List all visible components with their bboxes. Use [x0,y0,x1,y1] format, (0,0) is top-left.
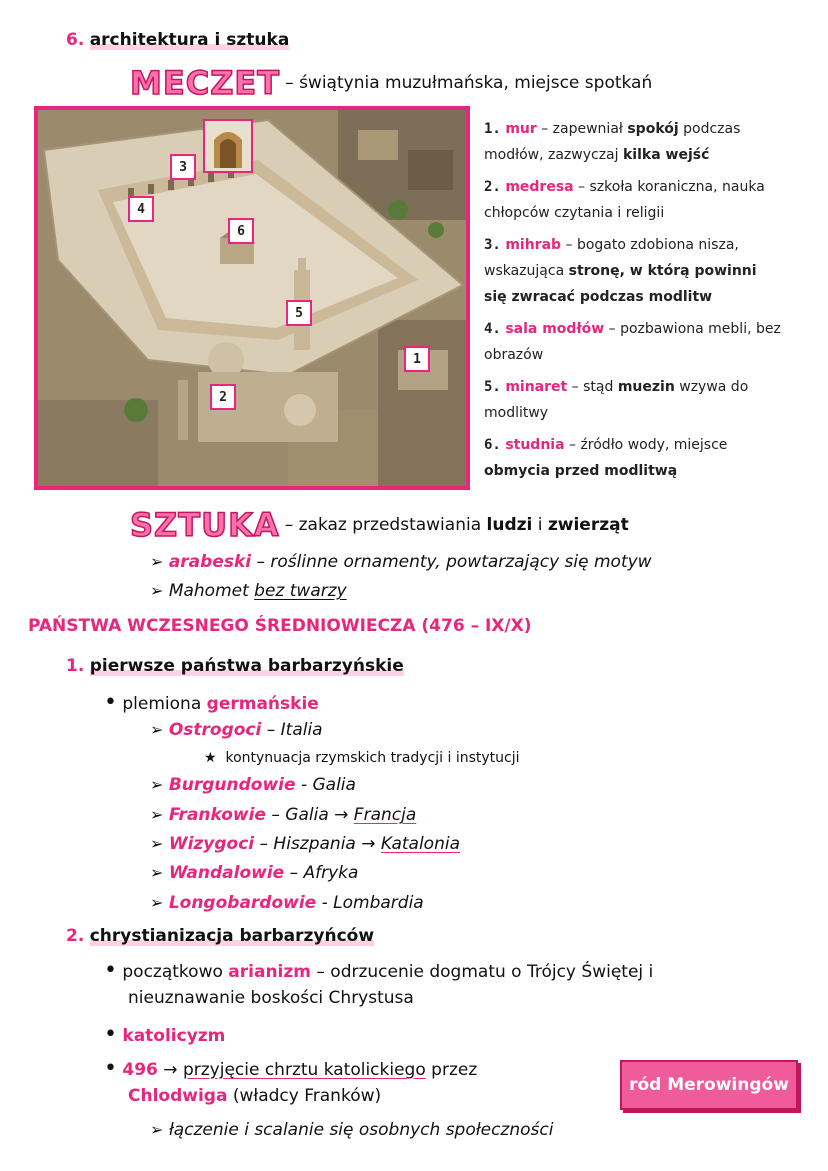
arrow-icon: ➢ [150,863,164,882]
ostrogoths-note: ★ kontynuacja rzymskich tradycji i instytucji [204,750,520,766]
section-number: 6. [66,30,85,50]
catholicism-item: • katolicyzm [104,1022,226,1047]
tribe-vandals: ➢ Wandalowie – Afryka [150,863,359,883]
marker-5: 5 [286,300,312,326]
arrow-icon: ➢ [150,720,164,739]
baptism-subitem: ➢ łączenie i scalanie się osobnych społeczności [150,1120,554,1140]
marker-2: 2 [210,384,236,410]
star-icon: ★ [204,750,217,766]
section-heading [66,30,289,50]
art-subtitle: – zakaz przedstawiania ludzi i zwierząt [284,515,629,535]
arrow-icon: ➢ [150,834,164,853]
states-heading: PAŃSTWA WCZESNEGO ŚREDNIOWIECZA (476 – IX/X) [28,616,532,636]
bullet-icon: • [104,690,117,715]
mosque-item-4: 4. sala modłów – pozbawiona mebli, bez obrazów [484,321,781,363]
mosque-item-2: 2. medresa – szkoła koraniczna, nauka chłopców czytania i religii [484,179,765,221]
baptism-item: • 496 → przyjęcie chrztu katolickiego przez [104,1056,478,1081]
arrow-icon: ➢ [150,893,164,912]
tribe-burgundians: ➢ Burgundowie - Galia [150,775,356,795]
mosque-item-1: 1. mur – zapewniał spokój podczas modłów, zazwyczaj kilka wejść [484,121,741,163]
mosque-subtitle: – świątynia muzułmańska, miejsce spotkań [285,73,653,93]
art-item-mahomet: ➢ Mahomet bez twarzy [150,581,347,601]
tribes-item: • plemiona germańskie [104,690,319,715]
arrow-icon: ➢ [150,552,164,571]
marker-4: 4 [128,196,154,222]
bullet-icon: • [104,1056,117,1081]
subsection-1-heading: 1. pierwsze państwa barbarzyńskie [66,656,404,676]
mosque-photo [34,106,470,490]
arrow-icon: ➢ [150,1120,164,1139]
mosque-item-3: 3. mihrab – bogato zdobiona nisza, wskazująca stronę, w którą powinni się zwracać podczas modlitw [484,237,757,305]
mosque-heading: MECZET [130,64,281,102]
tribe-franks: ➢ Frankowie – Galia → Francja [150,805,417,825]
art-heading: SZTUKA [130,506,280,544]
marker-5-6: 6 [228,218,254,244]
merovingian-badge: ród Merowingów [620,1060,798,1110]
marker-3: 3 [170,154,196,180]
baptism-item-cont: Chlodwiga (władcy Franków) [128,1086,382,1106]
bullet-icon: • [104,958,117,983]
mosque-item-6: 6. studnia – źródło wody, miejsce obmycia przed modlitwą [484,437,728,479]
mosque-illustration [38,110,466,486]
mosque-heading-row [130,64,652,102]
tribe-lombards: ➢ Longobardowie - Lombardia [150,893,424,913]
tribe-ostrogoths: ➢ Ostrogoci – Italia [150,720,323,740]
marker-1: 1 [404,346,430,372]
arrow-icon: ➢ [150,805,164,824]
arrow-icon: ➢ [150,581,164,600]
section-title: architektura i sztuka [89,30,290,50]
arianism-item: • początkowo arianizm – odrzucenie dogmatu o Trójcy Świętej i [104,958,654,983]
art-item-arabesque: ➢ arabeski – roślinne ornamenty, powtarzający się motyw [150,552,652,572]
mosque-item-5: 5. minaret – stąd muezin wzywa do modlitwy [484,379,749,421]
art-heading-row [130,506,629,544]
arianism-item-cont: nieuznawanie boskości Chrystusa [128,988,414,1008]
arrow-icon: ➢ [150,775,164,794]
subsection-2-heading: 2. chrystianizacja barbarzyńców [66,926,375,946]
tribe-visigoths: ➢ Wizygoci – Hiszpania → Katalonia [150,834,460,854]
bullet-icon: • [104,1022,117,1047]
